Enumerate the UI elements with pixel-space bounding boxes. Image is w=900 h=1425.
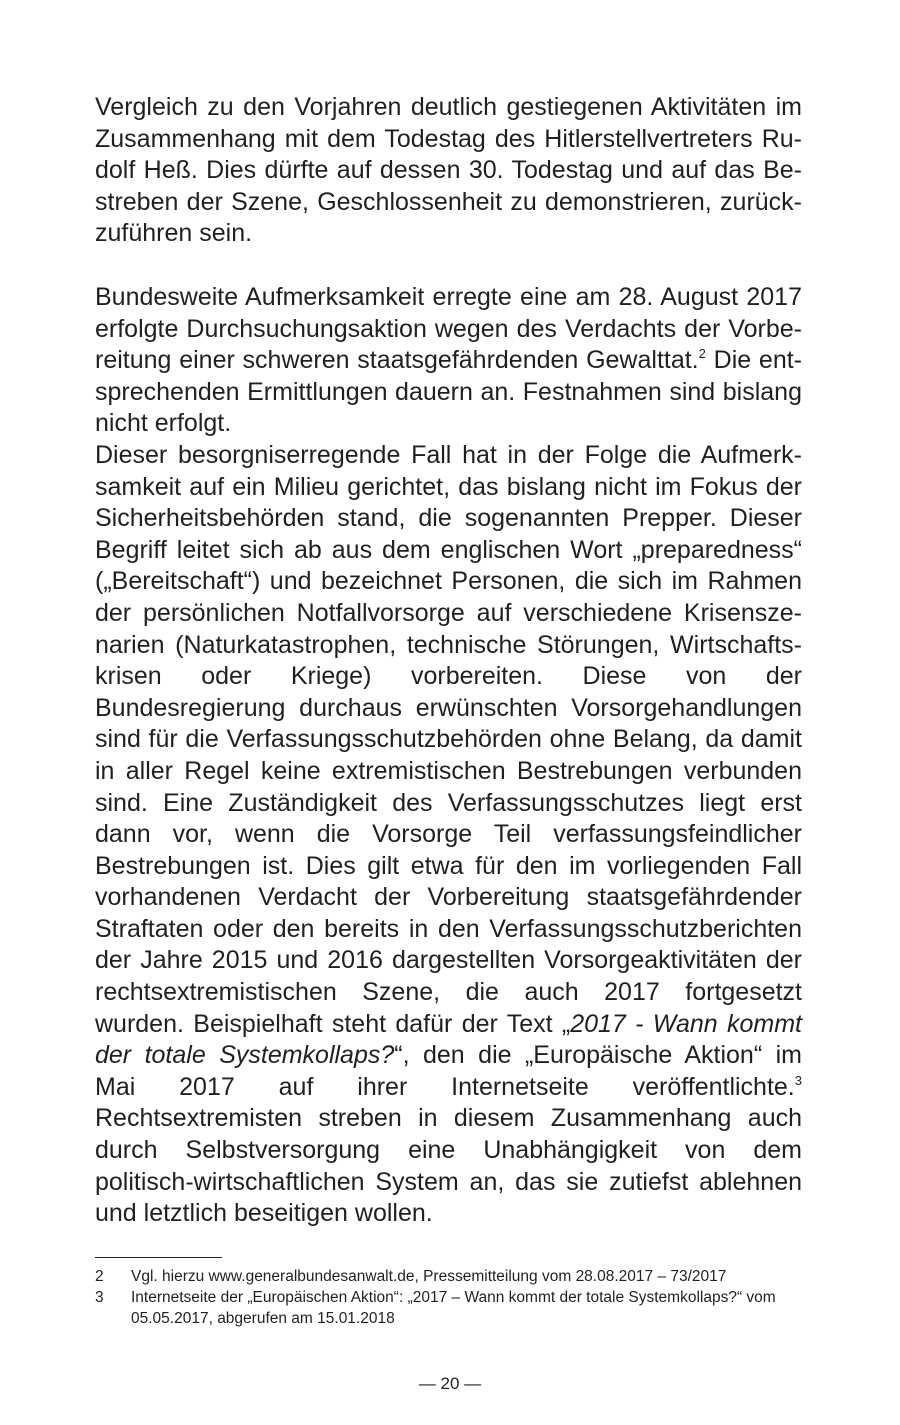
footnote-divider	[95, 1257, 222, 1258]
footnote-text: Internetseite der „Europäischen Aktion“: „2017 – Wann kommt der totale Systemkollaps?“ vom 05.05.2017, abgerufen am 15.01.2018	[131, 1289, 776, 1327]
paragraph-text: Bundesweite Aufmerksamkeit erregte eine am 28. August 2017 erfolgte Durchsuchungsaktion wegen des Verdachts der Vorbereitung einer schweren staatsgefährdenden Gewalttat.	[95, 283, 802, 375]
footnote-item	[95, 1287, 815, 1329]
paragraph-heß-todestag	[95, 92, 802, 250]
paragraph-text: “, den die „Europäische Aktion“ im Mai 2017 auf ihrer Internetseite veröffentlichte.	[95, 1041, 802, 1101]
body-text-block	[95, 282, 802, 1230]
footnotes	[95, 1266, 815, 1329]
footnote-ref-2[interactable]: 2	[698, 346, 706, 362]
footnote-ref-3[interactable]: 3	[794, 1072, 802, 1088]
footnote-item	[95, 1266, 815, 1287]
footnote-number: 3	[95, 1289, 104, 1306]
page-number: — 20 —	[418, 1374, 482, 1393]
paragraph-text: Vergleich zu den Vorjahren deutlich gestiegenen Aktivitäten im Zusammenhang mit dem Todestag des Hitlerstellvertreters Rudolf Heß. Dies dürfte auf dessen 30. Todestag und auf das Bestreben der Szene, Geschlossenheit zu demonstrieren, zurückzuführen sein.	[95, 93, 802, 248]
paragraph-text: Die entsprechenden Ermittlungen dauern an. Festnahmen sind bislang nicht erfolgt.	[95, 346, 802, 438]
footnote-number: 2	[95, 1268, 104, 1285]
paragraph-text: Dieser besorgniserregende Fall hat in der Folge die Aufmerksamkeit auf ein Milieu gerichtet, das bislang nicht im Fokus der Sicherheitsbehörden stand, die sogenannten Prepper. Dieser Begriff leitet sich ab aus dem englischen Wort „preparedness“ („Bereitschaft“) und bezeichnet Personen, die sich im Rahmen der persönlichen Notfallvorsorge auf verschiedene Krisenszenarien (Naturkatastrophen, technische Störungen, Wirtschaftskrisen oder Kriege) vorbereiten. Diese von der Bundesregierung durchaus erwünschten Vorsorgehandlungen sind für die Verfassungsschutzbehörden ohne Belang, da damit in aller Regel keine extremistischen Bestrebungen verbunden sind. Eine Zuständigkeit des Verfassungsschutzes liegt erst dann vor, wenn die Vorsorge Teil verfassungsfeindlicher Bestrebungen ist. Dies gilt etwa für den im vorliegenden Fall vorhandenen Verdacht der Vorbereitung staatsgefährdender Straftaten oder den bereits in den Verfassungsschutzberichten der Jahre 2015 und 2016 dargestellten Vorsorgeaktivitäten der rechtsextremistischen Szene, die auch 2017 fortgesetzt wurden. Beispielhaft steht dafür der Text „	[95, 440, 802, 1038]
paragraph-text: Rechtsextremisten streben in diesem Zusammenhang auch durch Selbstversorgung eine Unabhängigkeit von dem politisch-wirtschaftlichen System an, das sie zutiefst ablehnen und letztlich beseitigen wollen.	[95, 1104, 802, 1228]
footnote-text: Vgl. hierzu www.generalbundesanwalt.de, Pressemitteilung vom 28.08.2017 – 73/2017	[131, 1268, 727, 1285]
paragraph-prepper	[95, 440, 802, 1230]
italic-title: 2017 - Wann kommt der totale Systemkollaps?	[95, 1009, 802, 1070]
paragraph-durchsuchung	[95, 282, 802, 440]
